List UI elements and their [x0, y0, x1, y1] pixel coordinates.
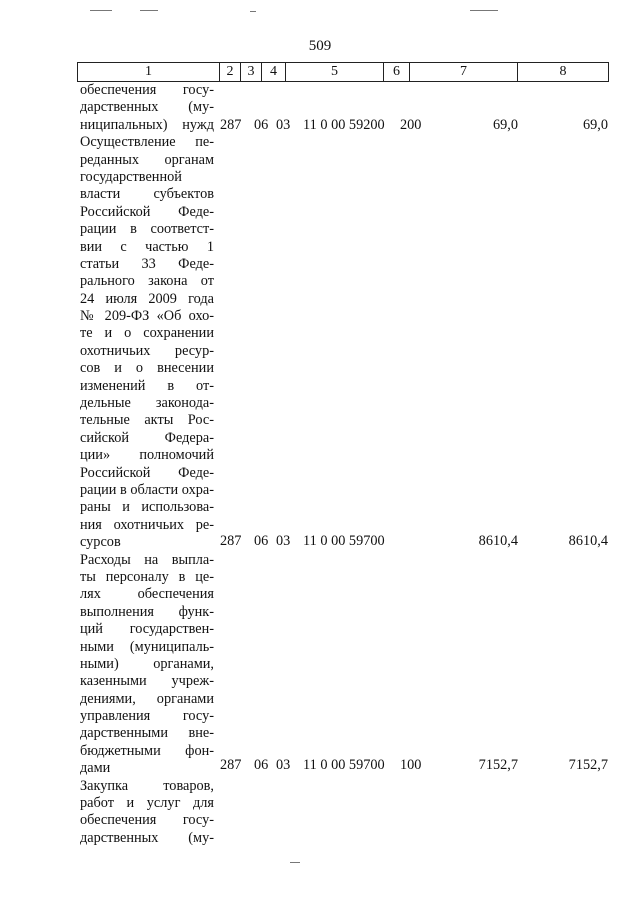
header-col-3: 3 [241, 63, 262, 81]
cell-amount-7: 7152,7 [478, 757, 518, 773]
page-number: 509 [308, 38, 332, 54]
scan-speck [90, 10, 112, 11]
text-line: лях обеспечения [80, 586, 214, 603]
text-line: ными) органами, [80, 655, 214, 672]
cell-section: 287 [220, 757, 242, 773]
cell-target-code: 11 0 00 59200 [303, 117, 385, 133]
text-line: ций государствен- [80, 621, 214, 638]
table-row [0, 116, 640, 134]
text-line: рации в соответст- [80, 221, 214, 238]
scan-speck [290, 862, 300, 863]
text-line: ными (муниципаль- [80, 638, 214, 655]
cell-target-code: 11 0 00 59700 [303, 533, 385, 549]
text-line: дарственных (му- [80, 829, 214, 846]
cell-item: 03 [276, 757, 291, 773]
cell-target-code: 11 0 00 59700 [303, 757, 385, 773]
text-line: бюджетными фон- [80, 742, 214, 759]
text-line: рального закона от [80, 273, 214, 290]
cell-subsection: 06 [254, 533, 269, 549]
text-line: обеспечения госу- [80, 82, 214, 98]
header-col-4: 4 [262, 63, 286, 81]
scan-speck [470, 10, 498, 11]
text-line: статьи 33 Феде- [80, 255, 214, 272]
scan-speck [140, 10, 158, 11]
cell-amount-8: 7152,7 [568, 757, 608, 773]
text-line: сурсов [80, 534, 121, 551]
text-line: государственной [80, 168, 182, 185]
cell-amount-8: 8610,4 [568, 533, 608, 549]
description-column [80, 82, 214, 847]
cell-item: 03 [276, 117, 291, 133]
text-line: изменений в от- [80, 377, 214, 394]
cell-expense-type: 100 [400, 757, 422, 773]
text-line: дами [80, 760, 111, 777]
cell-subsection: 06 [254, 757, 269, 773]
cell-amount-8: 69,0 [582, 117, 608, 133]
header-col-8: 8 [559, 64, 567, 79]
text-line: Российской Феде- [80, 464, 214, 481]
header-col-7: 7 [410, 63, 518, 81]
text-line: ты персоналу в це- [80, 568, 214, 585]
text-line: ния охотничьих ре- [80, 516, 214, 533]
text-line: реданных органам [80, 151, 214, 168]
cell-expense-type: 200 [400, 117, 422, 133]
cell-amount-7: 8610,4 [478, 533, 518, 549]
header-col-1: 1 [78, 63, 220, 81]
text-line: Осуществление пе- [80, 134, 214, 151]
text-line: Расходы на выпла- [80, 551, 214, 568]
cell-subsection: 06 [254, 117, 269, 133]
table-header [77, 62, 609, 82]
table-row [0, 532, 640, 550]
text-line: дельные законода- [80, 395, 214, 412]
text-line: казенными учреж- [80, 673, 214, 690]
cell-section: 287 [220, 533, 242, 549]
text-line: дарственными вне- [80, 725, 214, 742]
table-row [0, 756, 640, 774]
text-line: раны и использова- [80, 499, 214, 516]
text-line: Российской Феде- [80, 203, 214, 220]
text-line: те и о сохранении [80, 325, 214, 342]
cell-item: 03 [276, 533, 291, 549]
header-col-6: 6 [384, 63, 410, 81]
scan-speck [250, 11, 256, 12]
text-line: управления госу- [80, 708, 214, 725]
text-line: Закупка товаров, [80, 777, 214, 794]
text-line: сийской Федера- [80, 429, 214, 446]
text-line: тельные акты Рос- [80, 412, 214, 429]
text-line: № 209-ФЗ «Об охо- [80, 308, 214, 325]
text-line: выполнения функ- [80, 603, 214, 620]
text-line: рации в области охра- [80, 481, 214, 498]
text-line: дениями, органами [80, 690, 214, 707]
cell-amount-7: 69,0 [492, 117, 518, 133]
text-line: власти субъектов [80, 186, 214, 203]
text-line: ции» полномочий [80, 447, 214, 464]
text-line: работ и услуг для [80, 795, 214, 812]
header-col-2: 2 [220, 63, 241, 81]
text-line: вии с частью 1 [80, 238, 214, 255]
text-line: охотничьих ресур- [80, 342, 214, 359]
text-line: 24 июля 2009 года [80, 290, 214, 307]
header-col-5: 5 [286, 63, 384, 81]
text-line: сов и о внесении [80, 360, 214, 377]
text-line: обеспечения госу- [80, 812, 214, 829]
cell-section: 287 [220, 117, 242, 133]
text-line: ниципальных) нужд [80, 116, 214, 133]
text-line: дарственных (му- [80, 99, 214, 116]
